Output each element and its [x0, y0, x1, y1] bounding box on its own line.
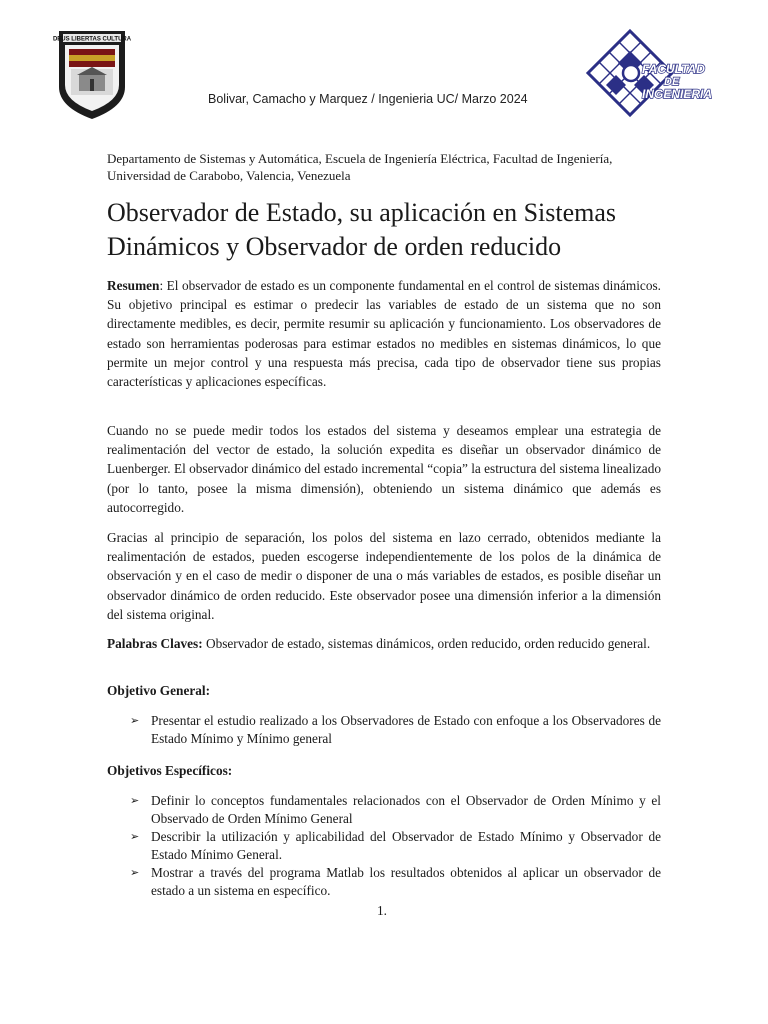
faculty-logo-line2: DE: [664, 76, 680, 88]
general-objective-heading: Objetivo General:: [107, 683, 211, 698]
faculty-logo-line1: FACULTAD: [642, 62, 705, 76]
faculty-diamond-icon: [586, 29, 714, 117]
abstract-label: Resumen: [107, 278, 160, 293]
arrow-bullet-icon: ➢: [130, 867, 140, 879]
seal-motto: DEUS LIBERTAS CULTURA: [52, 36, 132, 43]
paragraph-luenberger: Cuando no se puede medir todos los estados del sistema y deseamos emplear una estrategia de realimentación del vector de estado, la solución expedita es diseñar un observador dinámico de Luenberger. El observador dinámico del estado incremental “copia” la estructura del sistema linealizado (por lo tanto, posee la misma dimensión), obteniendo un sistema dinámico que además es autocorregido.: [107, 423, 661, 515]
university-seal-logo: [52, 29, 132, 121]
arrow-bullet-icon: ➢: [130, 831, 140, 843]
general-objective-list: [130, 712, 661, 748]
faculty-logo-line3: INGENIERIA: [642, 87, 713, 101]
affiliation: Departamento de Sistemas y Automática, Escuela de Ingeniería Eléctrica, Facultad de Ingeniería, Universidad de Carabobo, Valencia, Venezuela: [107, 151, 613, 183]
list-item-text: Describir la utilización y aplicabilidad del Observador de Estado Mínimo y Observador de Estado Mínimo General.: [151, 829, 661, 862]
list-item-text: Mostrar a través del programa Matlab los resultados obtenidos al aplicar un observador de estado a un sistema en específico.: [151, 865, 661, 898]
list-item: [130, 864, 661, 900]
specific-objectives-list: [130, 792, 661, 900]
abstract: [107, 276, 661, 391]
page-number: 1.: [377, 903, 387, 918]
list-item-text: Presentar el estudio realizado a los Observadores de Estado con enfoque a los Observadores de Estado Mínimo y Mínimo general: [151, 713, 661, 746]
arrow-bullet-icon: ➢: [130, 715, 140, 727]
arrow-bullet-icon: ➢: [130, 795, 140, 807]
list-item: [130, 712, 661, 748]
keywords: [107, 634, 661, 653]
list-item: [130, 792, 661, 828]
list-item: [130, 828, 661, 864]
specific-objectives-heading: Objetivos Específicos:: [107, 763, 233, 778]
seal-shield-icon: [52, 29, 132, 121]
running-header: Bolivar, Camacho y Marquez / Ingenieria UC/ Marzo 2024: [208, 92, 528, 106]
list-item-text: Definir lo conceptos fundamentales relacionados con el Observador de Orden Mínimo y el Observado de Orden Mínimo General: [151, 793, 661, 826]
keywords-label: Palabras Claves:: [107, 636, 203, 651]
abstract-text: : El observador de estado es un componente fundamental en el control de sistemas dinámicos. Su objetivo principal es estimar o predecir las variables de estado de un sistema que no son directamente medibles, es decir, permite resumir su aplicación y funcionamiento. Los observadores de estado son herramientas poderosas para estimar estados no medibles en sistemas dinámicos, lo que permite un mejor control y una respuesta más precisa, cada tipo de observador tiene sus propias características y aplicaciones específicas.: [107, 278, 661, 390]
paper-title: Observador de Estado, su aplicación en Sistemas Dinámicos y Observador de orden reducido: [107, 198, 617, 261]
paragraph-separation: Gracias al principio de separación, los polos del sistema en lazo cerrado, obtenidos mediante la realimentación de estados, pueden escogerse independientemente de los polos de la dinámica de observación y en el caso de medir o disponer de una o más variables de estados, es posible diseñar un observador dinámico de orden reducido. Este observador posee una dimensión inferior a la dimensión del sistema original.: [107, 530, 661, 622]
faculty-logo: [586, 29, 714, 117]
keywords-text: Observador de estado, sistemas dinámicos, orden reducido, orden reducido general.: [202, 636, 651, 651]
